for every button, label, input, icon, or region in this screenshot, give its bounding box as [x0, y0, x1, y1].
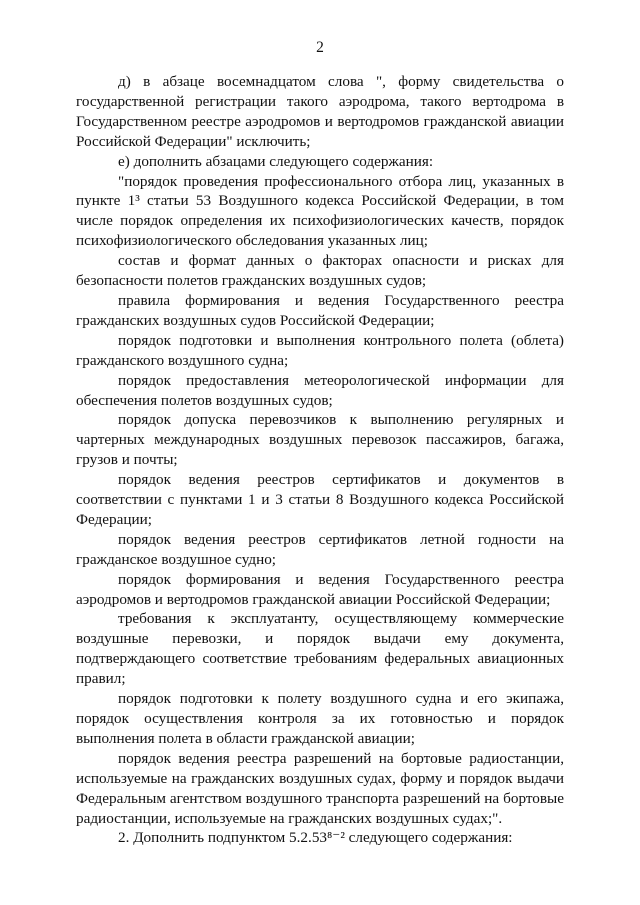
- paragraph-professional-selection: "порядок проведения профессионального отбора лиц, указанных в пункте 1³ статьи 53 Воздушного кодекса Российской Федерации, в том числе порядок определения их психофизиологических качеств, порядок психофизиологического обследования указанных лиц;: [76, 172, 564, 250]
- paragraph-subpoint-addition: 2. Дополнить подпунктом 5.2.53⁸⁻² следующего содержания:: [118, 829, 513, 847]
- paragraph-meteorological-info: порядок предоставления метеорологической информации для обеспечения полетов воздушных судов;: [76, 371, 564, 409]
- paragraph-control-flight: порядок подготовки и выполнения контрольного полета (облета) гражданского воздушного судна;: [76, 331, 564, 369]
- paragraph-amendment-d: д) в абзаце восемнадцатом слова ", форму свидетельства о государственной регистрации такого аэродрома, такого вертодрома в Государственном реестре аэродромов и вертодромов гражданской авиации Российской Федерации" исключить;: [76, 73, 564, 150]
- paragraph-operator-requirements: требования к эксплуатанту, осуществляющему коммерческие воздушные перевозки, и порядок выдачи ему документа, подтверждающего соответствие требованиям федеральных авиационных правил;: [76, 610, 564, 688]
- paragraph-flight-preparation: порядок подготовки к полету воздушного судна и его экипажа, порядок осуществления контроля за их готовностью и порядок выполнения полета в области гражданской авиации;: [76, 690, 564, 747]
- paragraph-amendment-e: е) дополнить абзацами следующего содержания:: [118, 152, 434, 170]
- paragraph-airworthiness-registers: порядок ведения реестров сертификатов летной годности на гражданское воздушное судно;: [76, 530, 564, 568]
- paragraph-aerodrome-register: порядок формирования и ведения Государственного реестра аэродромов и вертодромов гражданской авиации Российской Федерации;: [76, 570, 564, 608]
- document-body: [76, 72, 564, 848]
- page-number: 2: [316, 39, 324, 56]
- paragraph-hazard-data: состав и формат данных о факторах опасности и рисках для безопасности полетов гражданских воздушных судов;: [76, 252, 564, 290]
- paragraph-radio-permits: порядок ведения реестра разрешений на бортовые радиостанции, используемые на гражданских воздушных судах, форму и порядок выдачи Федеральным агентством воздушного транспорта разрешений на бортовые радиостанции, используемые на гражданских воздушных судах;".: [76, 749, 564, 827]
- paragraph-certificate-registers: порядок ведения реестров сертификатов и документов в соответствии с пунктами 1 и 3 статьи 8 Воздушного кодекса Российской Федерации;: [76, 471, 564, 528]
- paragraph-carrier-admission: порядок допуска перевозчиков к выполнению регулярных и чартерных международных воздушных перевозок пассажиров, багажа, грузов и почты;: [76, 411, 564, 469]
- paragraph-aircraft-register: правила формирования и ведения Государственного реестра гражданских воздушных судов Российской Федерации;: [76, 291, 564, 329]
